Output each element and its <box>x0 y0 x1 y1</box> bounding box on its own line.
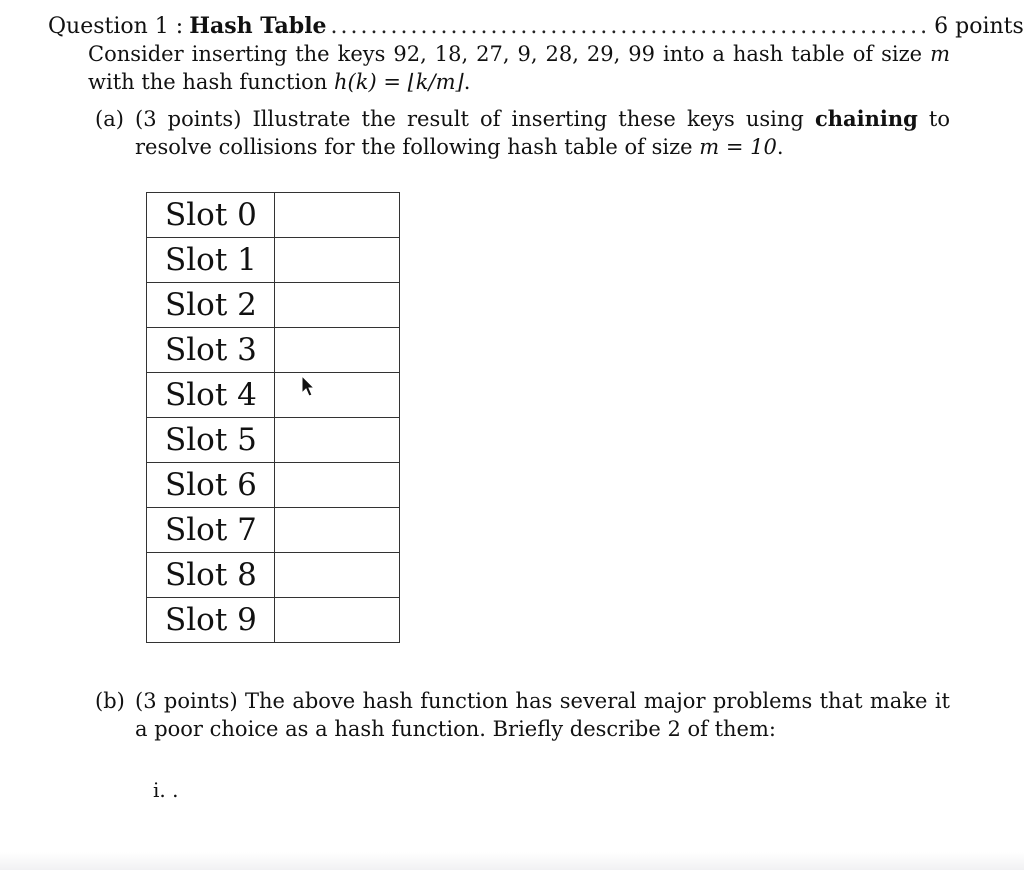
answer-item-i[interactable]: i. . <box>153 778 179 802</box>
part-b-text: (3 points) The above hash function has several major problems that make it a poor choice as a hash function. Briefly describe 2 of them: <box>135 689 950 741</box>
intro-text-mid: with the hash function <box>88 70 335 94</box>
slot-label: Slot 7 <box>147 508 275 553</box>
intro-text-end: . <box>463 70 471 94</box>
intro-text-before: Consider inserting the keys 92, 18, 27, 9, 28, 29, 99 into a hash table of size <box>88 42 931 66</box>
part-a-size-expr: m = 10 <box>699 135 777 159</box>
leader-dots: ............................................................ <box>330 14 931 39</box>
slot-label: Slot 4 <box>147 373 275 418</box>
part-a-bold-term: chaining <box>814 106 918 131</box>
mouse-pointer-icon <box>300 375 316 399</box>
slot-value-cell[interactable] <box>275 418 400 463</box>
slot-label: Slot 3 <box>147 328 275 373</box>
slot-value-cell[interactable] <box>275 238 400 283</box>
table-row <box>147 328 400 373</box>
slot-label: Slot 5 <box>147 418 275 463</box>
slot-value-cell[interactable] <box>275 373 400 418</box>
question-title: Hash Table <box>189 13 327 39</box>
slot-label: Slot 2 <box>147 283 275 328</box>
hash-table-body <box>147 193 400 643</box>
hash-function-formula: h(k) = ⌊k/m⌋ <box>334 70 464 94</box>
part-a-text-end: . <box>776 135 784 159</box>
slot-label: Slot 1 <box>147 238 275 283</box>
table-row <box>147 418 400 463</box>
table-row <box>147 508 400 553</box>
slot-value-cell[interactable] <box>275 328 400 373</box>
slot-value-cell[interactable] <box>275 463 400 508</box>
slot-value-cell[interactable] <box>275 598 400 643</box>
question-label: Question 1 : <box>48 14 184 39</box>
question-intro <box>88 40 950 96</box>
slot-label: Slot 6 <box>147 463 275 508</box>
slot-value-cell[interactable] <box>275 508 400 553</box>
slot-value-cell[interactable] <box>275 283 400 328</box>
part-a-text-after: to resolve collisions for the following hash table of size <box>135 107 951 159</box>
table-row <box>147 598 400 643</box>
part-a-label: (a) <box>95 107 124 131</box>
slot-label: Slot 8 <box>147 553 275 598</box>
hash-table <box>146 192 400 643</box>
table-row <box>147 193 400 238</box>
slot-label: Slot 9 <box>147 598 275 643</box>
question-header <box>48 12 1024 41</box>
table-row <box>147 463 400 508</box>
part-a-text-before: (3 points) Illustrate the result of inserting these keys using <box>135 107 815 131</box>
intro-m: m <box>930 42 950 66</box>
question-points: 6 points <box>934 14 1024 39</box>
table-row <box>147 238 400 283</box>
table-row <box>147 553 400 598</box>
slot-value-cell[interactable] <box>275 193 400 238</box>
page-bottom-edge <box>0 852 1024 870</box>
slot-label: Slot 0 <box>147 193 275 238</box>
slot-value-cell[interactable] <box>275 553 400 598</box>
table-row <box>147 283 400 328</box>
part-b-label: (b) <box>95 689 125 713</box>
part-a-text <box>135 105 950 161</box>
table-row <box>147 373 400 418</box>
